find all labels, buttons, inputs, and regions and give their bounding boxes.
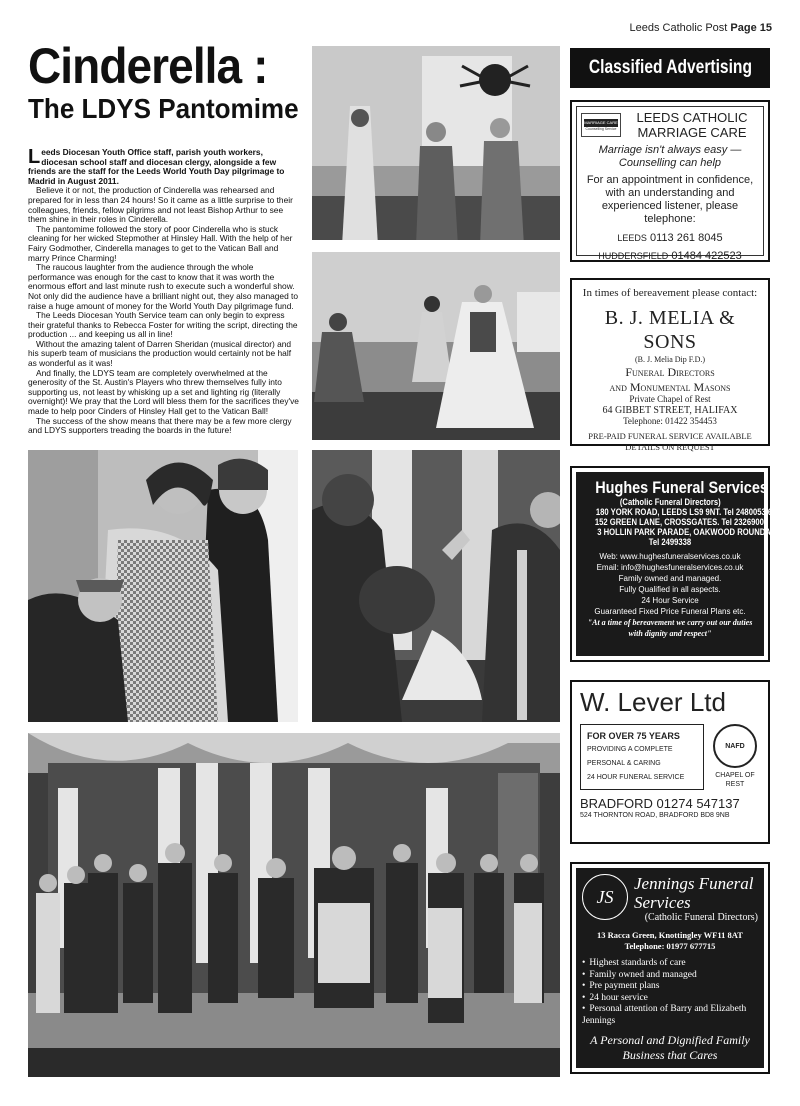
ad-w-lever — [570, 680, 770, 844]
hughes-address-line: 180 YORK ROAD, LEEDS LS9 9NT. Tel 2480053/63 — [595, 507, 777, 517]
jennings-telephone: Telephone: 01977 677715 — [624, 941, 716, 951]
lever-box-line: PERSONAL & CARING — [587, 760, 661, 767]
lever-phone: BRADFORD 01274 547137 — [580, 796, 740, 811]
jennings-address: 13 Racca Green, Knottingley WF11 8AT — [597, 930, 743, 940]
melia-intro: In times of bereavement please contact: — [582, 287, 758, 299]
lever-seal — [710, 724, 760, 790]
article-headline — [28, 40, 303, 124]
ad-melia-sons — [570, 278, 770, 452]
leeds-label: LEEDS — [617, 233, 647, 243]
list-item: • Highest standards of care — [582, 958, 758, 970]
lever-box-line: 24 HOUR FUNERAL SERVICE — [587, 774, 685, 781]
hughes-email: Email: info@hughesfuneralservices.co.uk — [596, 563, 744, 572]
classified-header-text: Classified Advertising — [588, 57, 752, 78]
photo-high-five — [312, 450, 560, 722]
ad-hughes-inner — [576, 472, 793, 656]
article-paragraph: The pantomime followed the story of poor Cinderella who is stuck cleaning for her wicked Stepmother at Hinsley Hall. With the help of her Fairy Godmother, Cinderella manages to get to the Vatican Ball and marry Prince Charming! — [28, 223, 293, 263]
hughes-info-line: 24 Hour Service — [641, 596, 699, 605]
hughes-address-line: 3 HOLLIN PARK PARADE, OAKWOOD ROUNDABOUT — [597, 527, 793, 537]
hughes-web: Web: www.hughesfuneralservices.co.uk — [599, 552, 741, 561]
photo-stepsisters — [28, 450, 298, 722]
huddersfield-label: HUDDERSFIELD — [598, 251, 669, 261]
list-item: • Family owned and managed — [582, 970, 758, 982]
hughes-name: Hughes Funeral Services — [595, 478, 768, 497]
photo-cinderella-scene — [312, 252, 560, 440]
hughes-info-line: Family owned and managed. — [618, 574, 722, 583]
drop-cap: L — [28, 146, 41, 168]
article-paragraph: Without the amazing talent of Darren Sheridan (musical director) and his superb team of musicians the production would certainly not be half as wonderful as it was! — [28, 338, 292, 369]
marriage-care-logo — [581, 113, 621, 137]
melia-address: 64 GIBBET STREET, HALIFAX — [602, 405, 738, 416]
marriage-care-logo-text: MARRIAGE CARE — [584, 119, 618, 125]
lead-text: eeds Diocesan Youth Office staff, parish youth workers, diocesan school staff and diocesan clergy, alongside a few friends are the staff for the Leeds World Youth Day pilgrimage to Madrid in August 2011. — [28, 147, 285, 186]
melia-name: B. J. MELIA & SONS — [604, 307, 736, 353]
lever-title: W. Lever Ltd — [580, 687, 726, 717]
marriage-care-body: For an appointment in confidence, with an understanding and experienced listener, please telephone: — [586, 174, 754, 225]
article-title: Cinderella : — [28, 38, 268, 94]
lever-seal-caption: CHAPEL OF REST — [715, 772, 755, 788]
hughes-info-line: Guaranteed Fixed Price Funeral Plans etc. — [594, 607, 746, 616]
melia-footer: PRE-PAID FUNERAL SERVICE AVAILABLE DETAILS ON REQUEST — [588, 431, 752, 452]
list-item: • 24 hour service — [582, 993, 758, 1005]
melia-telephone: Telephone: 01422 354453 — [623, 416, 717, 426]
ad-jennings-inner — [576, 868, 764, 1068]
melia-line-monumental-masons: and Monumental Masons — [609, 380, 731, 394]
jennings-name: Jennings Funeral Services — [634, 874, 754, 912]
page-folio — [630, 22, 773, 34]
article-paragraph: Believe it or not, the production of Cinderella was rehearsed and prepared for in less than 24 hours! So it came as a little surprise to their colleagues, friends, fellow pilgrims and not least Bishop Arthur to see them shine in their roles in Cinderella. — [28, 185, 293, 225]
ad-hughes-funeral — [570, 466, 793, 662]
jennings-features — [582, 958, 758, 1027]
marriage-care-tagline: Marriage isn't always easy — Counselling can help — [598, 144, 742, 169]
article-paragraph: The raucous laughter from the audience through the whole performance was enough for the cast to know that it was worth the enormous effort and last minute rush to execute such a wonderful show. Not only did the audience have a brilliant night out, they also managed to raise a huge amount of money for the World Youth Day pilgrimage fund. — [28, 262, 299, 311]
huddersfield-number: 01484 422523 — [671, 250, 742, 262]
leeds-number: 0113 261 8045 — [649, 232, 723, 244]
nafd-seal-icon — [713, 724, 757, 768]
page-number: Page 15 — [730, 22, 772, 34]
hughes-quote: "At a time of bereavement we carry out our duties with dignity and respect" — [587, 618, 753, 638]
ad-marriage-care-inner — [576, 106, 764, 262]
list-item: • Pre payment plans — [582, 981, 758, 993]
lever-box-heading: FOR OVER 75 YEARS — [587, 731, 680, 741]
publication-name: Leeds Catholic Post — [629, 22, 728, 34]
hughes-subtitle: (Catholic Funeral Directors) — [619, 497, 721, 507]
ad-marriage-care — [570, 100, 770, 262]
seal-text: NAFD — [725, 742, 745, 750]
article-subtitle: The LDYS Pantomime — [28, 93, 299, 124]
melia-chapel: Private Chapel of Rest — [629, 394, 711, 404]
classified-advertising-header — [570, 48, 770, 88]
lever-service-box — [580, 724, 704, 790]
marriage-care-logo-sub: Counselling Service — [585, 126, 617, 131]
article-paragraph: The Leeds Diocesan Youth Service team can only begin to express their grateful thanks to Rebecca Foster for writing the script, directing the production ... and keeping us all in line! — [28, 310, 298, 340]
jennings-subtitle: (Catholic Funeral Directors) — [644, 912, 758, 923]
article-paragraph: The success of the show means that there may be a few more clergy and LDYS supporters treading the boards in the future! — [28, 415, 292, 436]
article-lead — [28, 148, 301, 186]
lever-box-line: PROVIDING A COMPLETE — [587, 746, 673, 753]
marriage-care-leeds-phone — [581, 232, 759, 244]
lever-address: 524 THORNTON ROAD, BRADFORD BD8 9NB — [580, 812, 730, 819]
photo-nun-and-witches — [312, 46, 560, 240]
marriage-care-hudds-phone — [581, 250, 759, 262]
article-body — [28, 148, 301, 436]
melia-qualification: (B. J. Melia Dip F.D.) — [634, 355, 706, 364]
jennings-logo — [582, 874, 628, 920]
article-paragraph: And finally, the LDYS team are completely overwhelmed at the generosity of the St. Austin's Players who threw themselves fully into supporting us, not least by whisking up a set and lighting rig (literally overnight)! We pray that the Lord will bless them for the sacrifices they've made to help poor Cinders of Hinsley Hall get to the Vatican Ball! — [28, 367, 299, 417]
hughes-address-line: Tel 2499338 — [648, 537, 692, 547]
hughes-address-line: 152 GREEN LANE, CROSSGATES. Tel 2326900 — [594, 517, 764, 527]
jennings-logo-text: JS — [596, 886, 614, 907]
melia-line-funeral-directors: Funeral Directors — [625, 365, 715, 379]
marriage-care-title: LEEDS CATHOLIC MARRIAGE CARE — [636, 110, 748, 140]
list-item: • Personal attention of Barry and Elizabeth Jennings — [582, 1004, 758, 1027]
jennings-motto: A Personal and Dignified Family Business that Cares — [590, 1033, 750, 1062]
ad-jennings-funeral — [570, 862, 770, 1074]
hughes-info-line: Fully Qualified in all aspects. — [619, 585, 721, 594]
hughes-info — [580, 551, 760, 617]
photo-cast-curtain-call — [28, 733, 560, 1077]
